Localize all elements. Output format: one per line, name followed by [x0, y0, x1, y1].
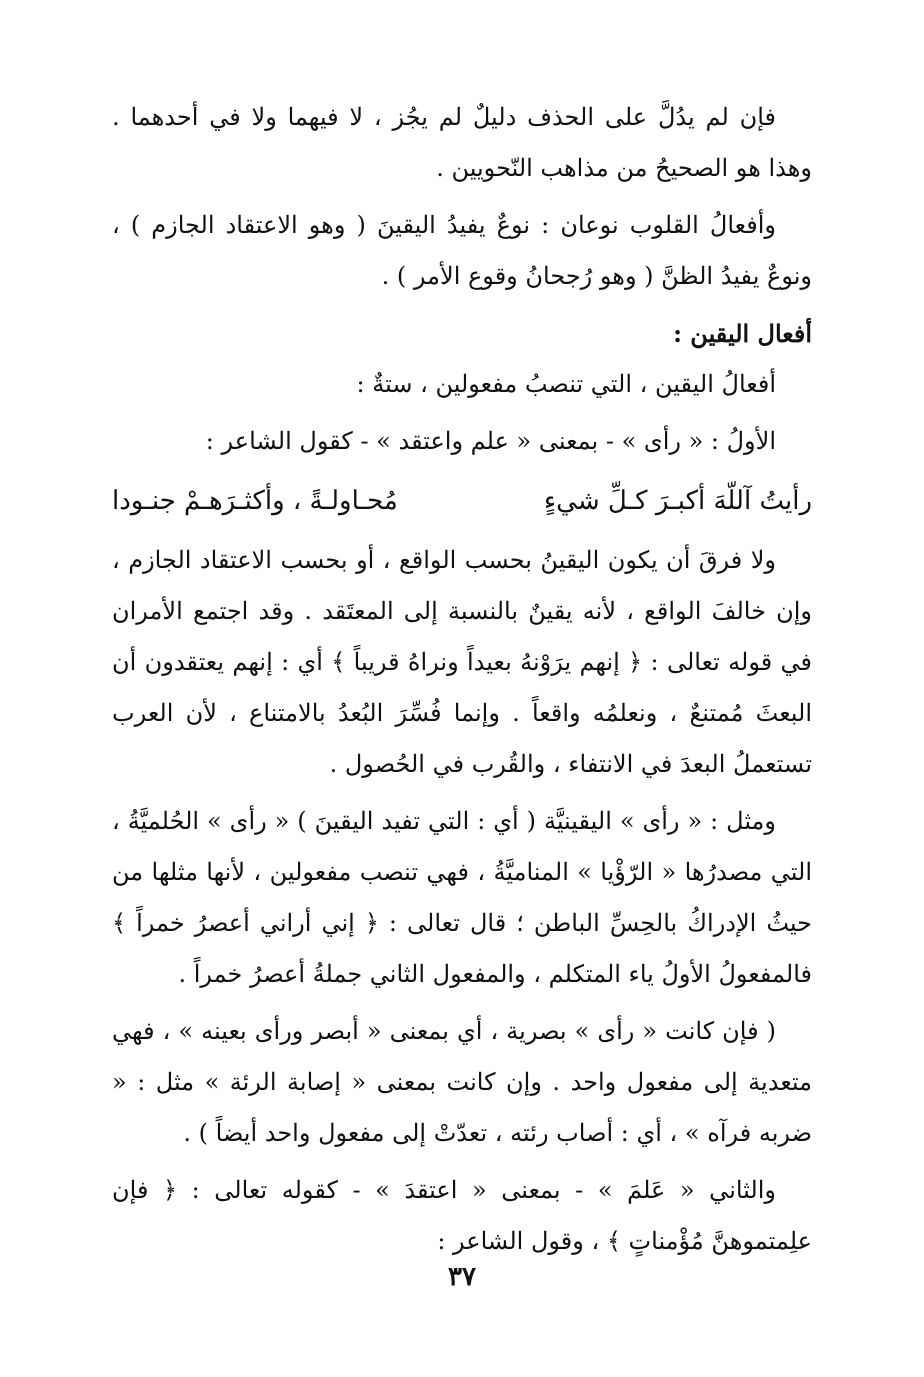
paragraph-dream-raa: ومثل : « رأى » اليقينيَّة ( أي : التي تفيد اليقينَ ) « رأى » الحُلميَّةُ ، التي مصدرُها « الرّؤْيا » المناميَّةُ ، فهي تنصب مفعولين ، لأنها مثلها من حيثُ الإدراكُ بالحِسِّ الباطن ؛ قال تعالى : ﴿ إني أراني أعصرُ خمراً ﴾ فالمفعولُ الأولُ ياء المتكلم ، والمفعول الثاني جملةُ أعصرُ خمراً .	[112, 807, 813, 988]
poetry-verse	[112, 473, 812, 529]
paragraph-first-verb-raa: الأولُ : « رأى » - بمعنى « علم واعتقد » - كقول الشاعر :	[205, 427, 776, 455]
section-heading-certainty-verbs: أفعال اليقين :	[673, 319, 812, 348]
paragraph-reality-vs-belief: ولا فرقَ أن يكون اليقينُ بحسب الواقع ، أو بحسب الاعتقاد الجازم ، وإن خالفَ الواقع ، لأنه يقينٌ بالنسبة إلى المعتَقد . وقد اجتمع الأمران في قوله تعالى : ﴿ إنهم يرَوْنهُ بعيداً ونراهُ قريباً ﴾ أي : إنهم يعتقدون أن البعثَ مُمتنعٌ ، ونعلمُه واقعاً . وإنما فُسِّرَ البُعدُ بالامتناع ، لأن العرب تستعملُ البعدَ في الانتفاء ، والقُرب في الحُصول .	[112, 546, 812, 778]
page-body	[112, 92, 812, 1267]
verse-second-hemistich: مُحـاولـةً ، وأكثـرَهـمْ جنـودا	[112, 486, 398, 516]
paragraph-omission-rule: فإن لم يدُلَّ على الحذف دليلٌ لم يجُز ، لا فيهما ولا في أحدهما . وهذا هو الصحيحُ من مذاهب النّحويين .	[112, 103, 812, 182]
paragraph-certainty-verbs-intro: أفعالُ اليقين ، التي تنصبُ مفعولين ، ستةٌ :	[356, 370, 776, 398]
paragraph-second-verb-alima: والثاني « عَلمَ » - بمعنى « اعتقدَ » - كقوله تعالى : ﴿ فإن علِمتموهنَّ مُؤْمناتٍ ﴾ ، وقول الشاعر :	[112, 1176, 812, 1255]
verse-first-hemistich: رأيتُ آللّهَ أكبـرَ كـلِّ شيءٍ	[543, 486, 812, 516]
paragraph-heart-verbs-types: وأفعالُ القلوب نوعان : نوعٌ يفيدُ اليقينَ ( وهو الاعتقاد الجازم ) ، ونوعٌ يفيدُ الظنَّ ( وهو رُجحانُ وقوع الأمر ) .	[112, 211, 812, 290]
page-number: ٣٧	[448, 1262, 476, 1292]
paragraph-visual-raa: ( فإن كانت « رأى » بصرية ، أي بمعنى « أبصر ورأى بعينه » ، فهي متعدية إلى مفعول واحد . وإن كانت بمعنى « إصابة الرئة » مثل : « ضربه فرآه » ، أي : أصاب رئته ، تعدّتْ إلى مفعول واحد أيضاً ) .	[112, 1017, 812, 1147]
